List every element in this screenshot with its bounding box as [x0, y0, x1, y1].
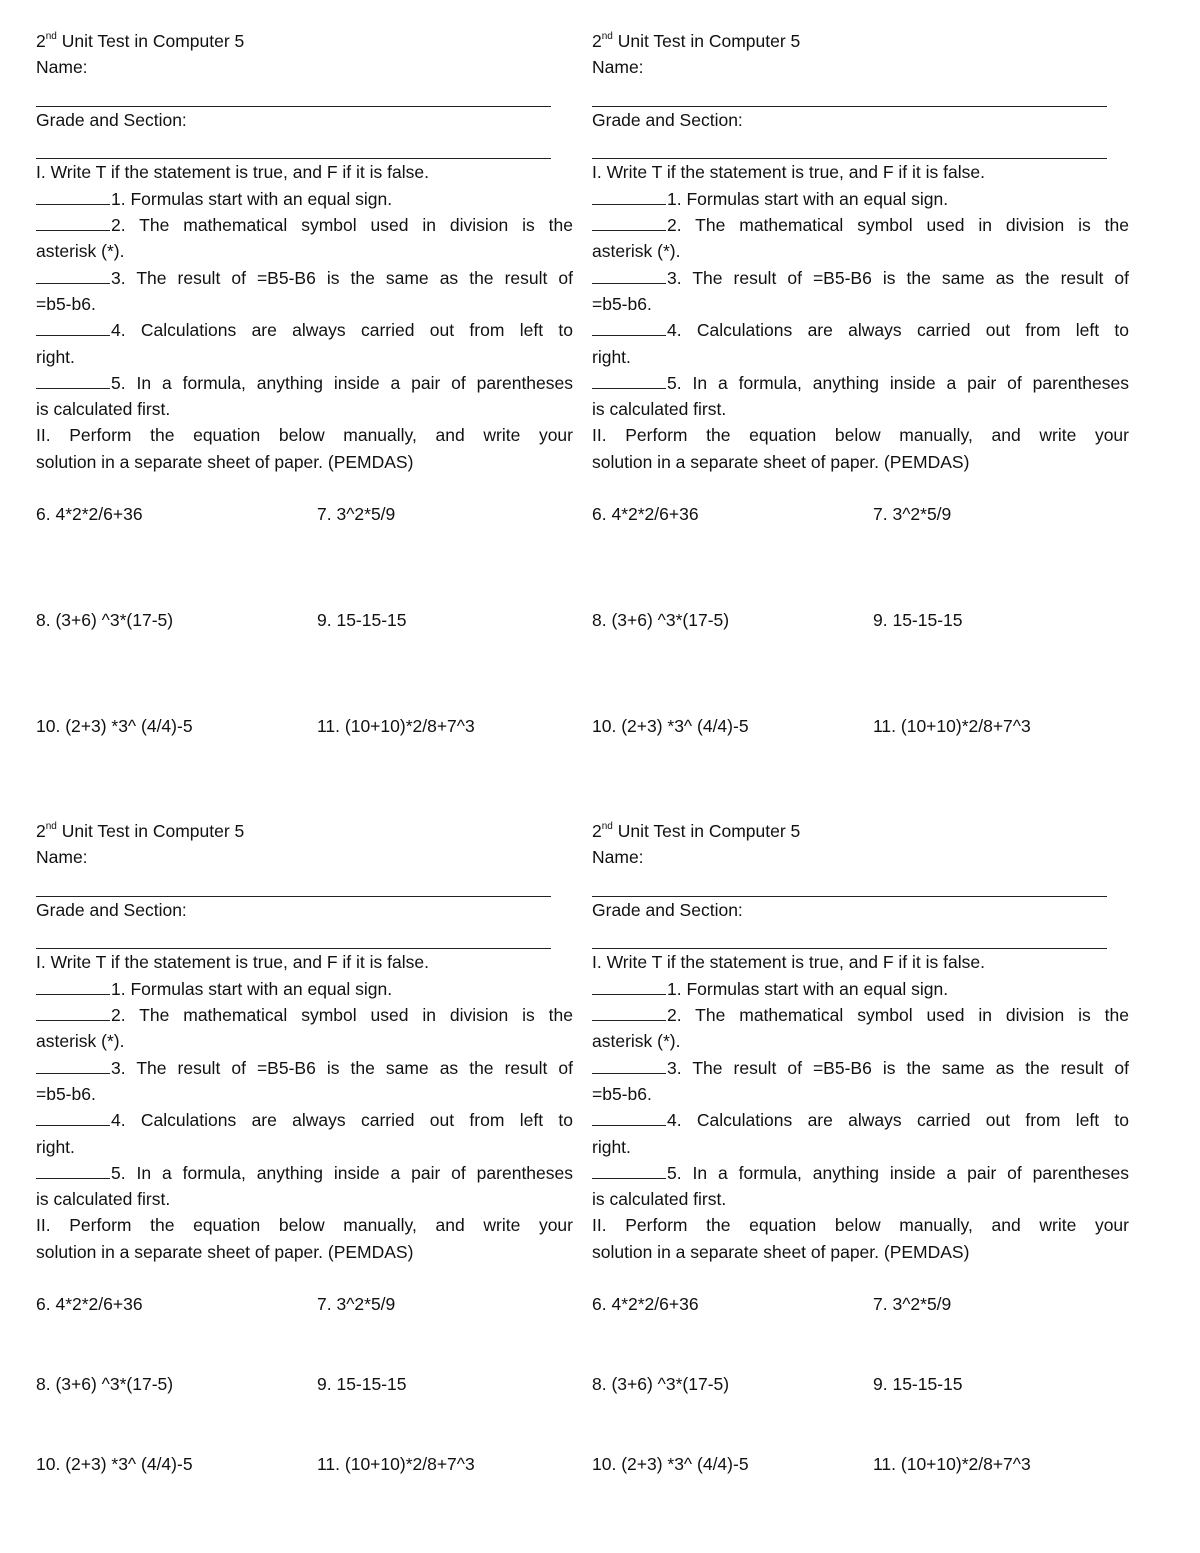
equation-6: 6. 4*2*2/6+36 [592, 504, 699, 525]
answer-blank[interactable] [36, 319, 110, 336]
item-text-continuation: is calculated first. [592, 1189, 727, 1210]
equation-9: 9. 15-15-15 [873, 610, 963, 631]
equation-11: 11. (10+10)*2/8+7^3 [873, 1454, 1031, 1475]
item-text-continuation: is calculated first. [592, 399, 727, 420]
tf-item-1 [592, 186, 1129, 212]
equation-9: 9. 15-15-15 [317, 1374, 407, 1395]
quiz-title: 2nd Unit Test in Computer 5 [36, 31, 245, 51]
quiz-copy-top-left [36, 28, 573, 743]
item-text: The result of =B5-B6 is the same as the result of [681, 267, 1129, 288]
item-number: 1. [667, 188, 682, 209]
item-text: Calculations are always carried out from left to [681, 320, 1129, 341]
equation-8: 8. (3+6) ^3*(17-5) [592, 610, 730, 631]
answer-blank[interactable] [592, 978, 666, 995]
item-number: 5. [667, 372, 682, 393]
tf-item-3 [36, 265, 573, 291]
tf-item-4 [36, 317, 573, 343]
item-number: 3. [667, 1057, 682, 1078]
answer-blank[interactable] [36, 1057, 110, 1074]
tf-item-4 [592, 1107, 1129, 1133]
part2-instruction-line1: II. Perform the equation below manually, and write your [592, 1215, 1129, 1236]
answer-blank[interactable] [36, 214, 110, 231]
item-number: 2. [111, 215, 126, 236]
item-text-continuation: asterisk (*). [592, 241, 681, 262]
item-number: 4. [111, 320, 126, 341]
tf-item-3 [36, 1055, 573, 1081]
answer-blank[interactable] [592, 319, 666, 336]
name-answer-line[interactable] [36, 871, 551, 897]
name-label: Name: [592, 57, 644, 78]
part2-instruction-line2: solution in a separate sheet of paper. (PEMDAS) [36, 451, 414, 472]
item-text: In a formula, anything inside a pair of parentheses [125, 1162, 573, 1183]
equation-8: 8. (3+6) ^3*(17-5) [592, 1374, 730, 1395]
item-number: 5. [667, 1162, 682, 1183]
part1-heading: I. Write T if the statement is true, and F if it is false. [592, 162, 985, 183]
item-text: The result of =B5-B6 is the same as the result of [681, 1057, 1129, 1078]
item-number: 1. [111, 188, 126, 209]
part2-instruction-line1: II. Perform the equation below manually, and write your [592, 425, 1129, 446]
equation-10: 10. (2+3) *3^ (4/4)-5 [36, 716, 193, 737]
tf-item-4 [36, 1107, 573, 1133]
equation-7: 7. 3^2*5/9 [873, 504, 952, 525]
tf-item-1 [36, 186, 573, 212]
quiz-copy-bottom-right [592, 818, 1129, 1481]
tf-item-5 [36, 370, 573, 396]
item-text: Formulas start with an equal sign. [125, 188, 393, 209]
tf-item-5 [36, 1160, 573, 1186]
equation-11: 11. (10+10)*2/8+7^3 [317, 1454, 475, 1475]
item-text-continuation: =b5-b6. [592, 1083, 652, 1104]
item-number: 4. [667, 1110, 682, 1131]
name-answer-line[interactable] [36, 81, 551, 107]
item-text-continuation: right. [36, 1136, 75, 1157]
item-text: In a formula, anything inside a pair of parentheses [681, 1162, 1129, 1183]
tf-item-2 [592, 212, 1129, 238]
equation-10: 10. (2+3) *3^ (4/4)-5 [592, 716, 749, 737]
item-text: In a formula, anything inside a pair of parentheses [125, 372, 573, 393]
equation-6: 6. 4*2*2/6+36 [592, 1294, 699, 1315]
item-number: 2. [667, 215, 682, 236]
answer-blank[interactable] [36, 1162, 110, 1179]
item-number: 3. [111, 1057, 126, 1078]
name-answer-line[interactable] [592, 81, 1107, 107]
part1-heading: I. Write T if the statement is true, and F if it is false. [36, 952, 429, 973]
item-text-continuation: asterisk (*). [592, 1031, 681, 1052]
item-text: Calculations are always carried out from left to [125, 320, 573, 341]
item-text-continuation: =b5-b6. [36, 1083, 96, 1104]
equation-7: 7. 3^2*5/9 [317, 1294, 396, 1315]
item-number: 2. [111, 1005, 126, 1026]
equation-10: 10. (2+3) *3^ (4/4)-5 [36, 1454, 193, 1475]
item-text-continuation: is calculated first. [36, 399, 171, 420]
answer-blank[interactable] [592, 188, 666, 205]
item-text-continuation: =b5-b6. [592, 293, 652, 314]
answer-blank[interactable] [592, 372, 666, 389]
grade-section-answer-line[interactable] [592, 923, 1107, 949]
tf-item-4 [592, 317, 1129, 343]
equation-9: 9. 15-15-15 [873, 1374, 963, 1395]
equation-8: 8. (3+6) ^3*(17-5) [36, 1374, 174, 1395]
item-text-continuation: right. [36, 346, 75, 367]
equation-11: 11. (10+10)*2/8+7^3 [873, 716, 1031, 737]
grade-section-answer-line[interactable] [36, 923, 551, 949]
tf-item-2 [592, 1002, 1129, 1028]
item-list [36, 976, 573, 1213]
item-text: Formulas start with an equal sign. [681, 978, 949, 999]
equation-grid [36, 1265, 573, 1481]
tf-item-3 [592, 265, 1129, 291]
tf-item-5 [592, 370, 1129, 396]
item-text-continuation: =b5-b6. [36, 293, 96, 314]
item-list [36, 186, 573, 423]
tf-item-1 [36, 976, 573, 1002]
quiz-title: 2nd Unit Test in Computer 5 [592, 821, 801, 841]
equation-9: 9. 15-15-15 [317, 610, 407, 631]
tf-item-1 [592, 976, 1129, 1002]
quiz-copy-bottom-left [36, 818, 573, 1481]
item-number: 4. [111, 1110, 126, 1131]
item-text-continuation: is calculated first. [36, 1189, 171, 1210]
item-number: 4. [667, 320, 682, 341]
item-text: The mathematical symbol used in division is the [125, 1005, 573, 1026]
equation-10: 10. (2+3) *3^ (4/4)-5 [592, 1454, 749, 1475]
item-text-continuation: right. [592, 1136, 631, 1157]
answer-blank[interactable] [36, 267, 110, 284]
grade-section-label: Grade and Section: [592, 109, 743, 130]
item-number: 3. [111, 267, 126, 288]
part2-instruction-line1: II. Perform the equation below manually, and write your [36, 425, 573, 446]
grade-section-label: Grade and Section: [36, 899, 187, 920]
answer-blank[interactable] [36, 372, 110, 389]
item-text: The mathematical symbol used in division is the [125, 215, 573, 236]
item-text: The result of =B5-B6 is the same as the result of [125, 1057, 573, 1078]
item-number: 1. [667, 978, 682, 999]
item-text: In a formula, anything inside a pair of parentheses [681, 372, 1129, 393]
equation-8: 8. (3+6) ^3*(17-5) [36, 610, 174, 631]
name-label: Name: [36, 847, 88, 868]
grade-section-answer-line[interactable] [592, 133, 1107, 159]
equation-7: 7. 3^2*5/9 [317, 504, 396, 525]
tf-item-3 [592, 1055, 1129, 1081]
item-number: 5. [111, 372, 126, 393]
name-answer-line[interactable] [592, 871, 1107, 897]
grade-section-label: Grade and Section: [592, 899, 743, 920]
name-label: Name: [36, 57, 88, 78]
answer-blank[interactable] [36, 188, 110, 205]
part2-instruction-line2: solution in a separate sheet of paper. (PEMDAS) [592, 451, 970, 472]
item-text-continuation: asterisk (*). [36, 241, 125, 262]
item-number: 5. [111, 1162, 126, 1183]
grade-section-label: Grade and Section: [36, 109, 187, 130]
item-number: 3. [667, 267, 682, 288]
answer-blank[interactable] [36, 1109, 110, 1126]
quiz-copy-top-right [592, 28, 1129, 743]
answer-blank[interactable] [592, 214, 666, 231]
part1-heading: I. Write T if the statement is true, and F if it is false. [36, 162, 429, 183]
item-text: The result of =B5-B6 is the same as the result of [125, 267, 573, 288]
tf-item-5 [592, 1160, 1129, 1186]
tf-item-2 [36, 212, 573, 238]
name-label: Name: [592, 847, 644, 868]
item-text: Formulas start with an equal sign. [125, 978, 393, 999]
quiz-title: 2nd Unit Test in Computer 5 [36, 821, 245, 841]
equation-11: 11. (10+10)*2/8+7^3 [317, 716, 475, 737]
answer-blank[interactable] [592, 1057, 666, 1074]
quiz-title: 2nd Unit Test in Computer 5 [592, 31, 801, 51]
equation-grid [592, 475, 1129, 743]
answer-blank[interactable] [592, 1109, 666, 1126]
answer-blank[interactable] [36, 1004, 110, 1021]
part1-heading: I. Write T if the statement is true, and F if it is false. [592, 952, 985, 973]
equation-grid [592, 1265, 1129, 1481]
item-number: 1. [111, 978, 126, 999]
grade-section-answer-line[interactable] [36, 133, 551, 159]
equation-6: 6. 4*2*2/6+36 [36, 1294, 143, 1315]
item-text-continuation: right. [592, 346, 631, 367]
equation-7: 7. 3^2*5/9 [873, 1294, 952, 1315]
item-text: Calculations are always carried out from left to [125, 1110, 573, 1131]
item-number: 2. [667, 1005, 682, 1026]
item-text-continuation: asterisk (*). [36, 1031, 125, 1052]
equation-6: 6. 4*2*2/6+36 [36, 504, 143, 525]
part2-instruction-line2: solution in a separate sheet of paper. (PEMDAS) [592, 1241, 970, 1262]
tf-item-2 [36, 1002, 573, 1028]
item-text: Calculations are always carried out from left to [681, 1110, 1129, 1131]
answer-blank[interactable] [36, 978, 110, 995]
item-text: The mathematical symbol used in division is the [681, 1005, 1129, 1026]
item-text: Formulas start with an equal sign. [681, 188, 949, 209]
item-text: The mathematical symbol used in division is the [681, 215, 1129, 236]
answer-blank[interactable] [592, 1162, 666, 1179]
item-list [592, 186, 1129, 423]
part2-instruction-line2: solution in a separate sheet of paper. (PEMDAS) [36, 1241, 414, 1262]
part2-instruction-line1: II. Perform the equation below manually, and write your [36, 1215, 573, 1236]
answer-blank[interactable] [592, 1004, 666, 1021]
answer-blank[interactable] [592, 267, 666, 284]
equation-grid [36, 475, 573, 743]
item-list [592, 976, 1129, 1213]
